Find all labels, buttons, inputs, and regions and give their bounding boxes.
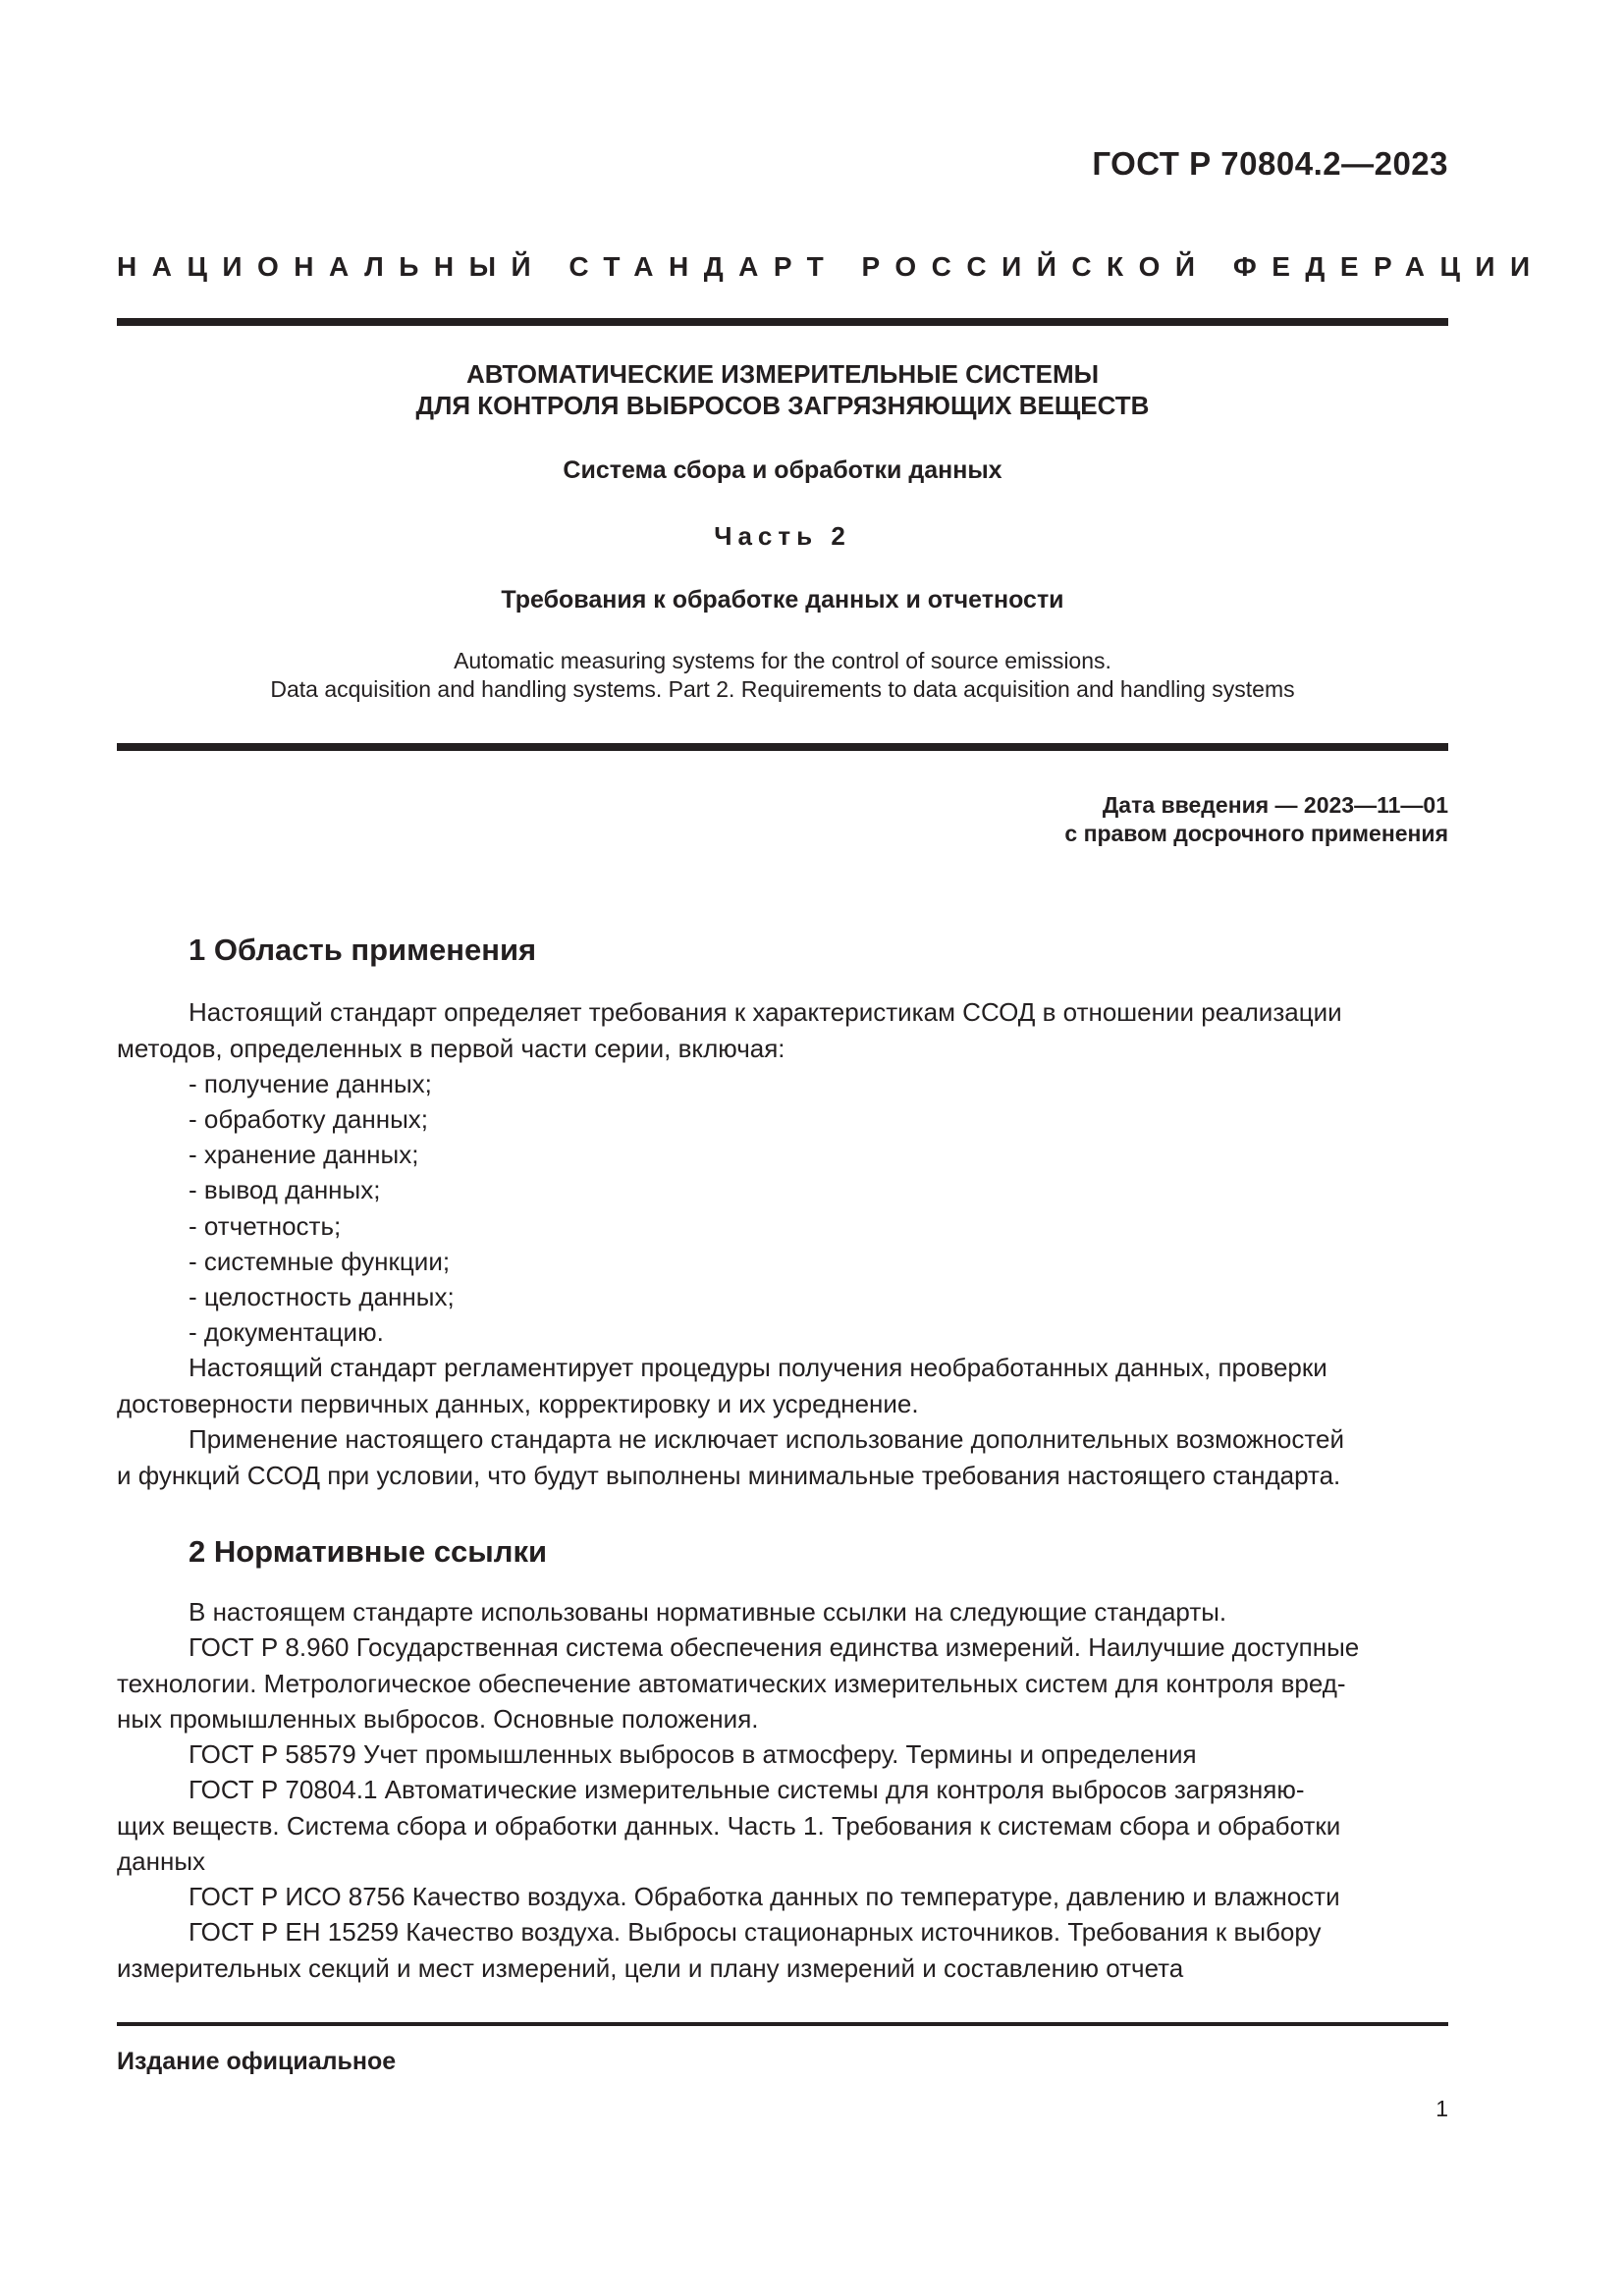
document-number: ГОСТ Р 70804.2—2023 xyxy=(1092,145,1448,182)
list-item: - обработку данных; xyxy=(189,1104,428,1134)
section-2-heading: 2 Нормативные ссылки xyxy=(189,1534,548,1569)
national-standard-banner: НАЦИОНАЛЬНЫЙ СТАНДАРТ РОССИЙСКОЙ ФЕДЕРАЦИИ xyxy=(117,251,1545,282)
reference-gost-8-960 xyxy=(117,1629,1448,1737)
text-line: В настоящем стандарте использованы нормативные ссылки на следующие стандарты. xyxy=(189,1597,1227,1627)
introduction-date: Дата введения — 2023—11—01 xyxy=(1102,792,1448,818)
title-rule xyxy=(117,743,1448,751)
list-item: - системные функции; xyxy=(189,1247,451,1276)
page-number: 1 xyxy=(1435,2096,1448,2121)
reference-gost-70804-1 xyxy=(117,1772,1448,1880)
list-item: - отчетность; xyxy=(189,1211,342,1241)
text-line: ГОСТ Р 58579 Учет промышленных выбросов в атмосферу. Термины и определения xyxy=(189,1739,1197,1769)
reference-gost-iso-8756 xyxy=(117,1879,1448,1915)
part-label: Часть 2 xyxy=(714,521,851,551)
footer-rule xyxy=(117,2022,1448,2026)
text-line: технологии. Метрологическое обеспечение автоматических измерительных систем для контроля вред- xyxy=(117,1668,1346,1698)
reference-gost-58579 xyxy=(117,1736,1448,1773)
english-title-line-2: Data acquisition and handling systems. Part 2. Requirements to data acquisition and handling systems xyxy=(270,676,1295,702)
section-1-paragraph-1 xyxy=(117,994,1448,1066)
text-line: ГОСТ Р 70804.1 Автоматические измерительные системы для контроля выбросов загрязняю- xyxy=(189,1775,1305,1804)
text-line: ных промышленных выбросов. Основные положения. xyxy=(117,1704,759,1734)
text-line: и функций ССОД при условии, что будут выполнены минимальные требования настоящего стандарта. xyxy=(117,1460,1341,1490)
section-2-intro xyxy=(117,1594,1448,1630)
early-application-note: с правом досрочного применения xyxy=(1064,821,1448,846)
text-line: измерительных секций и мест измерений, цели и плану измерений и составлению отчета xyxy=(117,1952,1184,1983)
list-item: - целостность данных; xyxy=(189,1282,455,1311)
section-1-heading: 1 Область применения xyxy=(189,933,537,967)
text-line: ГОСТ Р ИСО 8756 Качество воздуха. Обработка данных по температуре, давлению и влажности xyxy=(189,1882,1340,1911)
text-line: достоверности первичных данных, корректировку и их усреднение. xyxy=(117,1388,919,1418)
list-item: - вывод данных; xyxy=(189,1175,381,1204)
list-item: - получение данных; xyxy=(189,1069,432,1098)
text-line: Настоящий стандарт регламентирует процедуры получения необработанных данных, проверки xyxy=(189,1353,1327,1382)
section-1-paragraph-2 xyxy=(117,1350,1448,1421)
reference-gost-en-15259 xyxy=(117,1914,1448,1986)
official-edition-label: Издание официальное xyxy=(117,2048,397,2075)
text-line: ГОСТ Р ЕН 15259 Качество воздуха. Выбросы стационарных источников. Требования к выбору xyxy=(189,1917,1322,1947)
text-line: щих веществ. Система сбора и обработки данных. Часть 1. Требования к системам сбора и обработки xyxy=(117,1810,1341,1841)
section-1-paragraph-3 xyxy=(117,1421,1448,1493)
title-line-1: АВТОМАТИЧЕСКИЕ ИЗМЕРИТЕЛЬНЫЕ СИСТЕМЫ xyxy=(465,359,1100,389)
text-line: данных xyxy=(117,1846,206,1876)
part-title: Требования к обработке данных и отчетности xyxy=(501,586,1064,614)
text-line: Настоящий стандарт определяет требования к характеристикам ССОД в отношении реализации xyxy=(189,997,1342,1027)
text-line: ГОСТ Р 8.960 Государственная система обеспечения единства измерений. Наилучшие доступные xyxy=(189,1632,1360,1662)
list-item: - хранение данных; xyxy=(189,1140,419,1169)
text-line: методов, определенных в первой части серии, включая: xyxy=(117,1033,785,1063)
title-line-2: ДЛЯ КОНТРОЛЯ ВЫБРОСОВ ЗАГРЯЗНЯЮЩИХ ВЕЩЕСТВ xyxy=(415,391,1150,420)
text-line: Применение настоящего стандарта не исключает использование дополнительных возможностей xyxy=(189,1424,1344,1454)
subtitle: Система сбора и обработки данных xyxy=(563,456,1002,484)
top-rule xyxy=(117,318,1448,326)
english-title-line-1: Automatic measuring systems for the control of source emissions. xyxy=(454,648,1111,673)
list-item: - документацию. xyxy=(189,1317,384,1347)
